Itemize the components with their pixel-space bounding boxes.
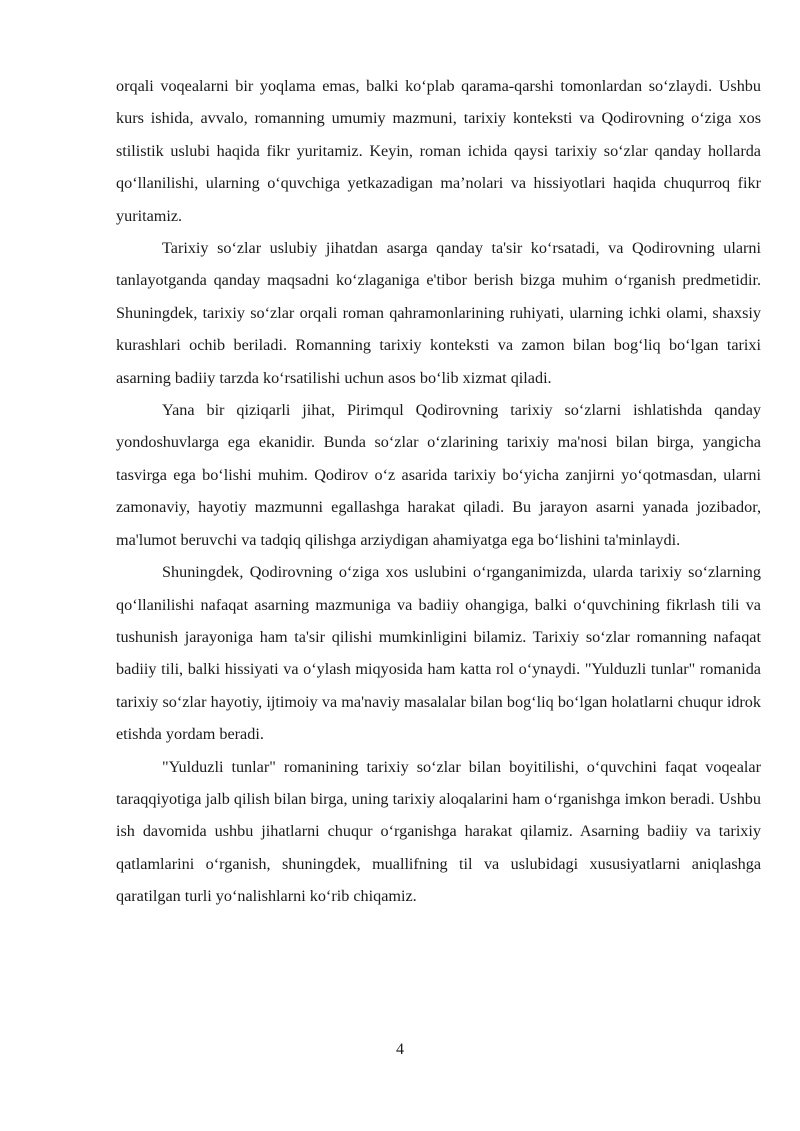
paragraph: Tarixiy soʻzlar uslubiy jihatdan asarga qanday ta'sir koʻrsatadi, va Qodirovning ularni tanlayotganda qanday maqsadni koʻzlaganiga e'tibor berish bizga muhim oʻrganish predmetidir. Shuningdek, tarixiy soʻzlar orqali roman qahramonlarining ruhiyati, ularning ichki olami, shaxsiy kurashlari ochib beriladi. Romanning tarixiy konteksti va zamon bilan bogʻliq boʻlgan tarixi asarning badiiy tarzda koʻrsatilishi uchun asos boʻlib xizmat qiladi. (116, 239, 761, 387)
paragraph-continuation: orqali voqealarni bir yoqlama emas, balki koʻplab qarama-qarshi tomonlardan soʻzlaydi. Ushbu kurs ishida, avvalo, romanning umumiy mazmuni, tarixiy konteksti va Qodirovning oʻziga xos stilistik uslubi haqida fikr yuritamiz. Keyin, roman ichida qaysi tarixiy soʻzlar qanday hollarda qoʻllanilishi, ularning oʻquvchiga yetkazadigan maʼnolari va hissiyotlari haqida chuqurroq fikr yuritamiz. (116, 77, 761, 225)
paragraph: "Yulduzli tunlar" romanining tarixiy soʻzlar bilan boyitilishi, oʻquvchini faqat voqealar taraqqiyotiga jalb qilish bilan birga, uning tarixiy aloqalarini ham oʻrganishga imkon beradi. Ushbu ish davomida ushbu jihatlarni chuqur oʻrganishga harakat qilamiz. Asarning badiiy va tarixiy qatlamlarini oʻrganish, shuningdek, muallifning til va uslubidagi xususiyatlarni aniqlashga qaratilgan turli yoʻnalishlarni koʻrib chiqamiz. (116, 757, 761, 906)
body-text (116, 70, 761, 913)
paragraph: Yana bir qiziqarli jihat, Pirimqul Qodirovning tarixiy soʻzlarni ishlatishda qanday yondoshuvlarga ega ekanidir. Bunda soʻzlar oʻzlarining tarixiy ma'nosi bilan birga, yangicha tasvirga ega boʻlishi muhim. Qodirov oʻz asarida tarixiy boʻyicha zanjirni yoʻqotmasdan, ularni zamonaviy, hayotiy mazmunni egallashga harakat qiladi. Bu jarayon asarni yanada jozibador, ma'lumot beruvchi va tadqiq qilishga arziydigan ahamiyatga ega boʻlishini ta'minlaydi. (116, 401, 761, 549)
paragraph: Shuningdek, Qodirovning oʻziga xos uslubini oʻrganganimizda, ularda tarixiy soʻzlarning qoʻllanilishi nafaqat asarning mazmuniga va badiiy ohangiga, balki oʻquvchining fikrlash tili va tushunish jarayoniga ham ta'sir qilishi mumkinligini bilamiz. Tarixiy soʻzlar romanning nafaqat badiiy tili, balki hissiyati va oʻylash miqyosida ham katta rol oʻynaydi. "Yulduzli tunlar" romanida tarixiy soʻzlar hayotiy, ijtimoiy va ma'naviy masalalar bilan bogʻliq boʻlgan holatlarni chuqur idrok etishda yordam beradi. (116, 563, 761, 744)
page-number: 4 (396, 1041, 404, 1058)
